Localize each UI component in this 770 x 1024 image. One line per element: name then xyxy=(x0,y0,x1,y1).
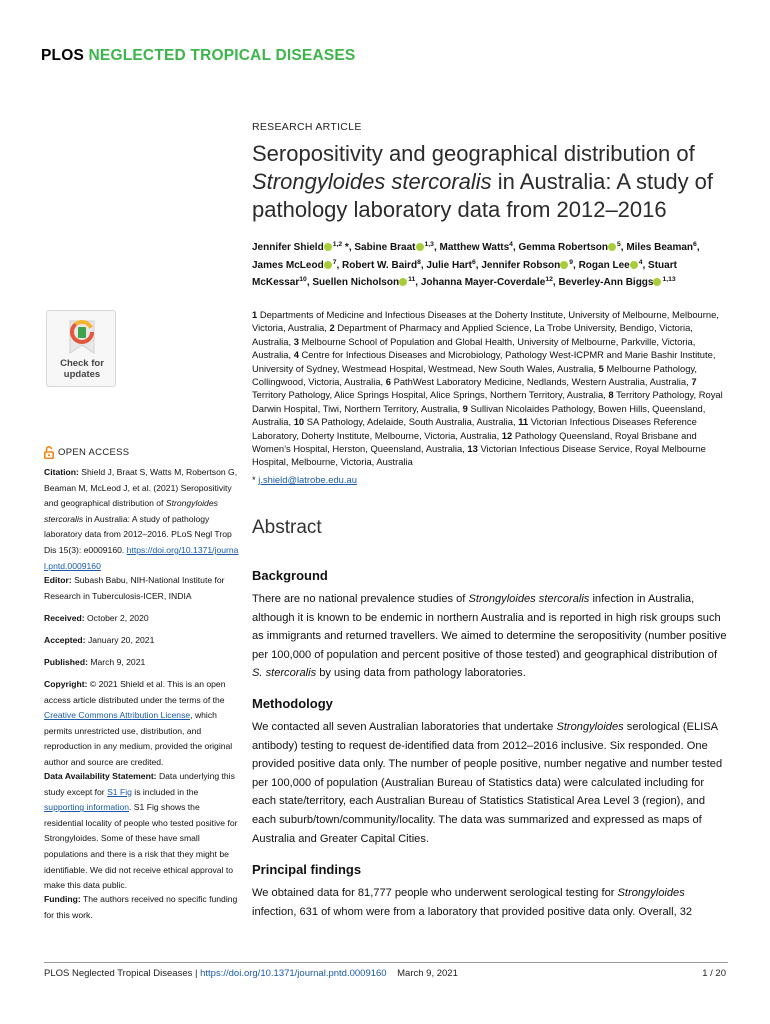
orcid-icon[interactable] xyxy=(416,243,424,251)
citation-species: Strongyloides stercoralis xyxy=(44,498,218,524)
author-affiliation-sup: 1,2 xyxy=(332,241,343,248)
affiliation-number: 4 xyxy=(293,349,299,361)
affiliation-text: Melbourne Pathology, Collingwood, Victoria, Australia, xyxy=(252,362,698,388)
orcid-icon[interactable] xyxy=(560,261,568,269)
author-name[interactable]: Gemma Robertson xyxy=(518,242,608,253)
copyright-block xyxy=(44,677,240,771)
funding-block xyxy=(44,892,240,923)
methodology-genus: Strongyloides xyxy=(556,721,624,733)
copyright-text-pre: © 2021 Shield et al. This is an open access article distributed under the terms of the xyxy=(44,679,226,705)
article-type: RESEARCH ARTICLE xyxy=(252,121,362,133)
accepted-date: January 20, 2021 xyxy=(87,635,155,645)
data-availability-mid: is included in the xyxy=(134,786,199,797)
title-species: Strongyloides stercoralis xyxy=(252,169,492,194)
author-affiliation-sup: 6 xyxy=(693,241,697,248)
citation-block xyxy=(44,465,240,574)
author-affiliation-sup: 9 xyxy=(569,258,574,266)
author-entry xyxy=(426,260,475,271)
editor-block xyxy=(44,573,240,604)
affiliation-text: Sullivan Nicolaides Pathology, Bowen Hills, Queensland, Australia, xyxy=(252,402,706,428)
findings-text-pre: We obtained data for 81,777 people who underwent serological testing for xyxy=(252,887,615,899)
funding-label: Funding: xyxy=(44,894,81,904)
author-affiliation-sup: 4 xyxy=(509,241,513,248)
affiliation-text: Centre for Infectious Diseases and Microbiology, Pathology West-ICPMR and Marie Bashir Institute, University of Sydney, Westmead Hospital, Westmead, New South Wales, Australia, xyxy=(252,349,716,374)
footer-doi-link[interactable]: https://doi.org/10.1371/journal.pntd.0009160 xyxy=(200,968,387,979)
author-affiliation-sup: 11 xyxy=(408,276,416,284)
affiliation-number: 11 xyxy=(518,416,529,428)
author-entry xyxy=(626,242,696,253)
affiliation-number: 7 xyxy=(691,376,697,388)
affiliation-number: 13 xyxy=(467,443,478,455)
check-for-updates-badge[interactable] xyxy=(46,310,116,387)
background-text-mid: infection in Australia, although it is known to be endemic in northern Australia and is reported in high risk groups such as immigrants and returned travellers. We aimed to determine the seropositivity (number positive per 100,000 of population and percent positive of those tested) and geographical distribution of xyxy=(252,593,727,661)
bookmark-ribbon-icon xyxy=(68,319,96,355)
data-availability-label: Data Availability Statement: xyxy=(44,771,157,781)
author-affiliation-sup: 12 xyxy=(545,276,553,284)
affiliation-number: 12 xyxy=(501,429,513,441)
affiliation-text: PathWest Laboratory Medicine, Nedlands, Western Australia, Australia, xyxy=(393,376,689,388)
author-entry xyxy=(354,242,434,253)
author-name[interactable]: Jennifer Robson xyxy=(481,259,561,271)
affiliation-list xyxy=(252,308,732,469)
author-list: Jennifer Shield $^{1,2}$ *, Sabine Braat $^{1,3}$, Matthew Watts$^4$, Gemma Robertson $^5$, Miles Beaman$^6$, James McLeod $^7$, Robert W. Baird$^8$, Julie Hart$^6$, Jennifer Robson $^9$, Rogan Lee $^4$, Stuart McKessar$^{10}$, Suellen Nicholson $^{11}$, Johanna Mayer-Coverdale$^{12}$, Beverley-Ann Biggs $^{1,13}$ xyxy=(252,241,700,289)
corresponding-author xyxy=(252,474,357,485)
background-species: Strongyloides stercoralis xyxy=(468,593,590,605)
open-access-text: OPEN ACCESS xyxy=(58,447,130,458)
title-line-3: pathology laboratory data from 2012–2016 xyxy=(252,197,667,222)
author-name[interactable]: Matthew Watts xyxy=(439,242,510,253)
open-access-label xyxy=(44,446,129,459)
citation-label: Citation: xyxy=(44,467,79,477)
author-entry xyxy=(440,242,513,253)
author-entry xyxy=(342,260,421,271)
received-block xyxy=(44,611,240,627)
author-name[interactable]: Miles Beaman xyxy=(626,242,694,253)
author-name[interactable]: Julie Hart xyxy=(426,259,472,271)
methodology-text-post: serological (ELISA antibody) testing to request de-identified data from 2012–2016 inclusive. Six responded. One provided positive data only. The number of people positive, number negative and number tested per 100,000 of population (Australian Bureau of Statistics data) were calculated including for each state/territory, each Australian Bureau of Statistics Statistical Area Level 3 (region), and each suburb/town/community/locality. The data was summarized and expressed as maps of Australia and Greater Capital Cities. xyxy=(252,721,723,845)
author-name[interactable]: Stuart McKessar xyxy=(252,259,677,289)
author-affiliation-sup: 8 xyxy=(417,258,421,266)
check-updates-line-1: Check for xyxy=(60,358,104,369)
abstract-heading: Abstract xyxy=(252,517,322,538)
author-entry xyxy=(312,277,415,288)
title-line-2: in Australia: A study of xyxy=(491,169,714,194)
published-block xyxy=(44,655,240,671)
author-name[interactable]: Beverley-Ann Biggs xyxy=(558,277,654,289)
orcid-icon[interactable] xyxy=(653,278,661,286)
published-date: March 9, 2021 xyxy=(90,657,146,667)
orcid-icon[interactable] xyxy=(630,261,638,269)
orcid-icon[interactable] xyxy=(324,243,332,251)
affiliation-text: Victorian Infectious Diseases Reference Laboratory, Doherty Institute, Melbourne, Victoria, Australia, xyxy=(252,416,697,441)
author-name[interactable]: Rogan Lee xyxy=(578,259,630,271)
published-label: Published: xyxy=(44,657,88,667)
affiliation-text: Department of Pharmacy and Applied Science, La Trobe University, Bendigo, Victoria, Australia, xyxy=(252,322,693,347)
affiliation-text: Pathology Queensland, Royal Brisbane and Women’s Hospital, Herston, Queensland, Australia, xyxy=(252,429,697,455)
author-affiliation-sup: 1,3 xyxy=(424,241,434,248)
background-paragraph xyxy=(252,590,728,683)
data-availability-post: . S1 Fig shows the residential locality of people who tested positive for Strongyloides. Some of these have small populations and there is a risk that they might be identifiable. We did not receive ethical approval to make this data public. xyxy=(44,802,238,891)
journal-name: NEGLECTED TROPICAL DISEASES xyxy=(88,47,356,64)
accepted-block xyxy=(44,633,240,649)
affiliation-text: Melbourne School of Population and Global Health, University of Melbourne, Parkville, Victoria, Australia, xyxy=(252,335,696,361)
author-name[interactable]: Suellen Nicholson xyxy=(312,277,400,289)
background-heading: Background xyxy=(252,568,328,583)
author-entry xyxy=(558,277,675,288)
s1-fig-link[interactable]: S1 Fig xyxy=(107,786,132,797)
author-name[interactable]: Jennifer Shield xyxy=(252,242,324,253)
corresponding-author-mark: * xyxy=(342,242,349,253)
methodology-text-pre: We contacted all seven Australian laboratories that undertake xyxy=(252,721,554,733)
author-affiliation-sup: 6 xyxy=(471,258,476,266)
funding-text: The authors received no specific funding for this work. xyxy=(44,894,238,920)
check-updates-line-2: updates xyxy=(63,369,101,380)
citation-text-pre: Shield J, Braat S, Watts M, Robertson G, Beaman M, McLeod J, et al. (2021) Seropositivity and geographical distribution of xyxy=(44,467,238,509)
author-entry xyxy=(519,242,621,253)
supporting-information-link[interactable]: supporting information xyxy=(44,802,130,813)
page-number: 1 / 20 xyxy=(702,968,726,979)
affiliation-number: 8 xyxy=(608,389,614,401)
footer-divider xyxy=(44,962,728,963)
affiliation-text: SA Pathology, Adelaide, South Australia, Australia, xyxy=(306,416,516,428)
citation-text-post: in Australia: A study of pathology laboratory data from 2012–2016. PLoS Negl Trop Dis 15(3): e0009160. xyxy=(44,513,232,555)
affiliation-text: Territory Pathology, Alice Springs Hospital, Alice Springs, Northern Territory, Australia, xyxy=(252,389,606,401)
accepted-label: Accepted: xyxy=(44,635,86,645)
background-species-abbrev: S. stercoralis xyxy=(252,667,317,680)
methodology-heading: Methodology xyxy=(252,696,333,711)
author-entry xyxy=(252,260,336,271)
affiliation-entry xyxy=(294,416,516,427)
orcid-icon[interactable] xyxy=(608,243,616,251)
license-link[interactable]: Creative Commons Attribution License xyxy=(44,710,191,721)
affiliation-number: 5 xyxy=(598,362,604,374)
page-footer xyxy=(44,968,458,979)
data-availability-block xyxy=(44,769,240,894)
author-name[interactable]: Robert W. Baird xyxy=(342,259,418,271)
author-entry xyxy=(252,242,349,253)
journal-masthead xyxy=(41,47,355,65)
footer-date: March 9, 2021 xyxy=(397,968,458,979)
affiliation-text: Victorian Infectious Disease Service, Royal Melbourne Hospital, Melbourne, Victoria, Australia xyxy=(252,443,706,468)
affiliation-number: 2 xyxy=(329,322,335,334)
background-text-pre: There are no national prevalence studies of xyxy=(252,593,466,605)
author-affiliation-sup: 7 xyxy=(332,258,337,266)
affiliation-number: 6 xyxy=(385,376,391,388)
orcid-icon[interactable] xyxy=(324,261,332,269)
citation-doi-link[interactable]: https://doi.org/10.1371/journal.pntd.0009160 xyxy=(44,544,239,571)
received-date: October 2, 2020 xyxy=(87,613,149,623)
methodology-paragraph xyxy=(252,718,728,848)
author-name[interactable]: Johanna Mayer-Coverdale xyxy=(420,277,546,289)
background-text-post: by using data from pathology laboratories. xyxy=(319,667,526,680)
affiliation-number: 9 xyxy=(462,402,468,414)
footer-journal: PLOS Neglected Tropical Diseases | xyxy=(44,968,198,979)
editor-text: Subash Babu, NIH-National Institute for Research in Tuberculosis-ICER, INDIA xyxy=(44,575,225,601)
author-entry xyxy=(481,260,573,271)
copyright-label: Copyright: xyxy=(44,679,88,689)
copyright-text-post: , which permits unrestricted use, distribution, and reproduction in any medium, provided the original author and source are credited. xyxy=(44,710,233,767)
findings-genus: Strongyloides xyxy=(617,887,685,899)
author-affiliation-sup: 4 xyxy=(638,258,643,266)
affiliation-text: Territory Pathology, Royal Darwin Hospital, Tiwi, Northern Territory, Australia, xyxy=(252,389,723,414)
article-title xyxy=(252,140,732,224)
corresponding-email-link[interactable]: j.shield@latrobe.edu.au xyxy=(258,474,357,485)
orcid-icon[interactable] xyxy=(399,278,407,286)
title-line-1: Seropositivity and geographical distribution of xyxy=(252,141,695,166)
author-name[interactable]: James McLeod xyxy=(252,259,324,271)
findings-heading: Principal findings xyxy=(252,862,362,877)
editor-label: Editor: xyxy=(44,575,72,585)
affiliation-number: 1 xyxy=(252,309,258,320)
affiliation-number: 3 xyxy=(293,335,299,347)
open-lock-icon xyxy=(44,446,54,459)
affiliation-entry xyxy=(386,376,689,387)
affiliation-text: Departments of Medicine and Infectious Diseases at the Doherty Institute, University of Melbourne, Melbourne, Victoria, Australia, xyxy=(252,309,719,334)
findings-paragraph xyxy=(252,884,728,921)
received-label: Received: xyxy=(44,613,85,623)
affiliation-number: 10 xyxy=(293,416,305,428)
author-affiliation-sup: 1,13 xyxy=(662,276,676,284)
author-affiliation-sup: 5 xyxy=(616,241,621,248)
publisher-logo-text: PLOS xyxy=(41,47,85,64)
author-name[interactable]: Sabine Braat xyxy=(354,242,416,253)
author-affiliation-sup: 10 xyxy=(299,276,307,284)
author-entry xyxy=(579,260,643,271)
author-entry xyxy=(421,277,553,288)
data-availability-pre: Data underlying this study except for xyxy=(44,771,235,797)
findings-text-post: infection, 631 of whom were from a laboratory that provided positive data only. Overall, 32 xyxy=(252,905,693,918)
corresponding-mark: * xyxy=(252,474,256,485)
